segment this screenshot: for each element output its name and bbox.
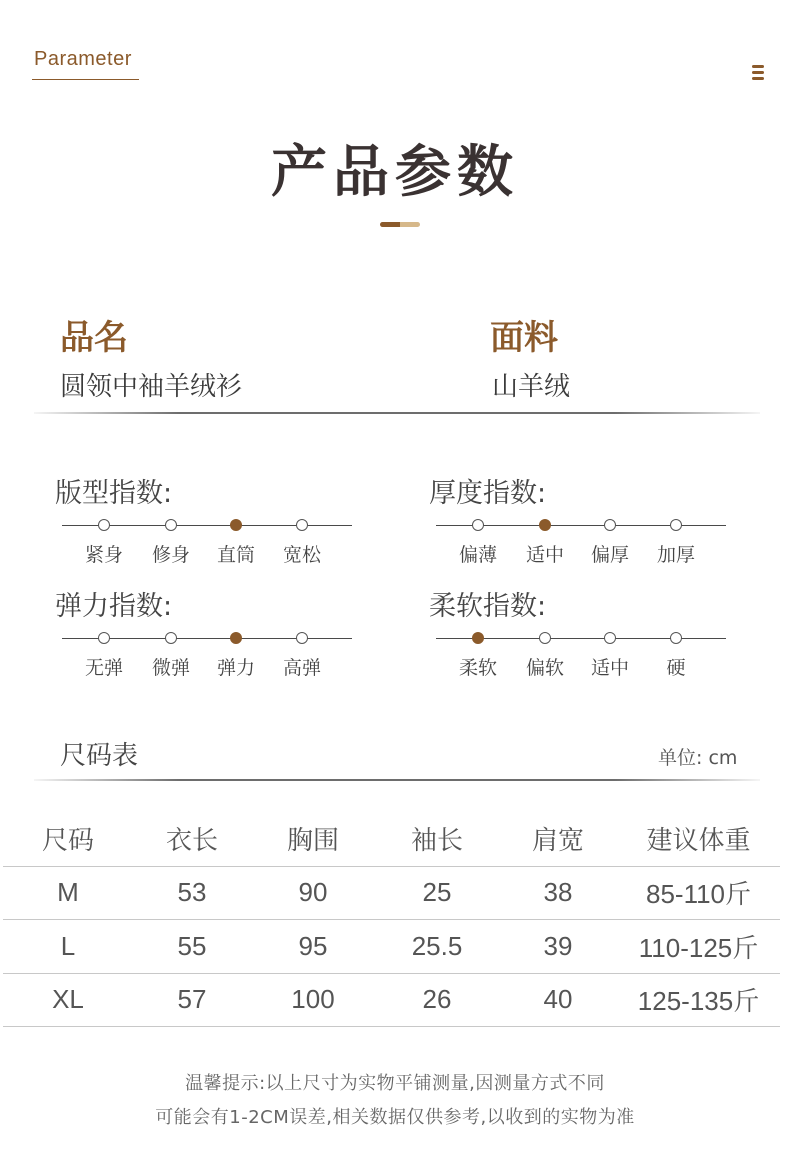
note-line-1: 温馨提示:以上尺寸为实物平铺测量,因测量方式不同: [185, 1073, 605, 1094]
scale-option-label: 直筒: [216, 544, 255, 566]
scale-dot-selected: [230, 519, 242, 531]
table-cell: 55: [133, 920, 251, 974]
note-line-2: 可能会有1-2CM误差,相关数据仅供参考,以收到的实物为准: [155, 1107, 635, 1128]
table-cell: L: [3, 920, 133, 974]
header-weight: 建议体重: [617, 812, 780, 866]
scale-option-label: 适中: [525, 544, 564, 566]
scale-dot-selected: [230, 632, 242, 644]
table-cell: M: [3, 866, 133, 920]
scale-option-label: 无弹: [84, 657, 123, 679]
index-title-softness: 柔软指数:: [429, 591, 547, 622]
index-title-elasticity: 弹力指数:: [55, 591, 173, 622]
header-sleeve: 袖长: [375, 812, 499, 866]
table-row: [3, 973, 780, 1027]
scale-option-label: 偏薄: [458, 544, 497, 566]
header-size: 尺码: [3, 812, 133, 866]
index-title-fit: 版型指数:: [55, 478, 173, 509]
scale-dot: [98, 632, 110, 644]
header-chest: 胸围: [251, 812, 375, 866]
table-cell: 100: [251, 973, 375, 1027]
table-cell: XL: [3, 973, 133, 1027]
table-cell: 95: [251, 920, 375, 974]
scale-dot: [296, 632, 308, 644]
scale-dot: [604, 519, 616, 531]
index-scale-thickness: [436, 517, 726, 566]
scale-dot: [604, 632, 616, 644]
scale-option-label: 紧身: [84, 544, 123, 566]
product-name-label: 品名: [60, 318, 128, 358]
table-cell: 57: [133, 973, 251, 1027]
table-cell: 90: [251, 866, 375, 920]
scale-option-label: 高弹: [282, 657, 321, 679]
table-cell: 125-135斤: [617, 973, 780, 1027]
scale-option-label: 修身: [151, 544, 190, 566]
scale-dot: [670, 519, 682, 531]
product-divider: [34, 412, 760, 414]
scale-dot-selected: [472, 632, 484, 644]
size-chart-title: 尺码表: [60, 741, 139, 771]
scale-dot: [296, 519, 308, 531]
title-decoration: [380, 222, 420, 227]
scale-option-label: 柔软: [458, 657, 497, 679]
scale-dot: [472, 519, 484, 531]
scale-option-label: 弹力: [216, 657, 255, 679]
table-cell: 53: [133, 866, 251, 920]
scale-option-label: 宽松: [282, 544, 321, 566]
scale-dot: [539, 632, 551, 644]
scale-dot: [670, 632, 682, 644]
scale-option-label: 适中: [590, 657, 629, 679]
parameter-tag: Parameter: [34, 48, 132, 70]
scale-option-label: 加厚: [656, 544, 695, 566]
index-scale-elasticity: [62, 630, 352, 679]
size-table: [3, 812, 780, 1027]
table-cell: 25: [375, 866, 499, 920]
scale-option-label: 偏软: [525, 657, 564, 679]
table-row: [3, 866, 780, 920]
page-title: 产品参数: [271, 140, 519, 205]
table-cell: 25.5: [375, 920, 499, 974]
size-chart-divider: [34, 779, 760, 781]
table-row: [3, 920, 780, 974]
parameter-underline: [32, 79, 139, 80]
header-length: 衣长: [133, 812, 251, 866]
index-title-thickness: 厚度指数:: [429, 478, 547, 509]
header-shoulder: 肩宽: [499, 812, 617, 866]
scale-dot: [165, 519, 177, 531]
menu-icon[interactable]: [752, 65, 766, 81]
product-name-value: 圆领中袖羊绒衫: [60, 372, 243, 402]
scale-dot: [165, 632, 177, 644]
fabric-value: 山羊绒: [492, 372, 571, 402]
scale-option-label: 硬: [666, 657, 686, 679]
table-cell: 26: [375, 973, 499, 1027]
scale-dot: [98, 519, 110, 531]
scale-dot-selected: [539, 519, 551, 531]
table-cell: 39: [499, 920, 617, 974]
table-cell: 40: [499, 973, 617, 1027]
fabric-label: 面料: [490, 318, 558, 358]
table-cell: 110-125斤: [617, 920, 780, 974]
size-chart-unit: 单位: cm: [658, 747, 738, 769]
table-cell: 38: [499, 866, 617, 920]
index-scale-fit: [62, 517, 352, 566]
scale-option-label: 微弹: [151, 657, 190, 679]
index-scale-softness: [436, 630, 726, 679]
size-table-header-row: [3, 812, 780, 866]
table-cell: 85-110斤: [617, 866, 780, 920]
scale-option-label: 偏厚: [590, 544, 629, 566]
